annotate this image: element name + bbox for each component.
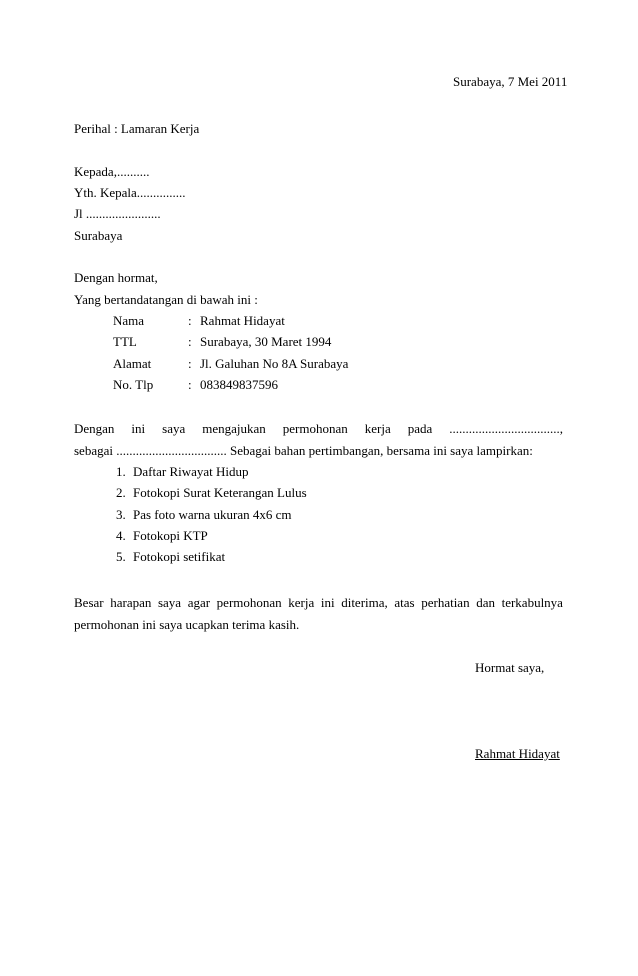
field-colon: : [188,377,192,392]
attachment-item [116,464,249,480]
recipient-line: Yth. Kepala............... [74,185,186,200]
word: mengajukan [202,421,266,436]
field-colon: : [188,356,192,371]
signature-name: Rahmat Hidayat [475,746,560,761]
field-value: 083849837596 [200,377,278,392]
field-value: Surabaya, 30 Maret 1994 [200,334,332,349]
attachment-text: Fotokopi Surat Keterangan Lulus [133,485,307,500]
attachment-number: 4. [116,528,126,543]
word: permohonan [282,421,348,436]
intro-line: Yang bertandatangan di bawah ini : [74,292,258,307]
greeting: Dengan hormat, [74,270,158,285]
field-value: Rahmat Hidayat [200,313,285,328]
attachment-item [116,528,208,544]
word: diterima, [341,595,388,610]
field-colon: : [188,334,192,349]
word: harapan [110,595,152,610]
word: ini [131,421,146,436]
attachment-text: Pas foto warna ukuran 4x6 cm [133,507,292,522]
word: perhatian [421,595,470,610]
word: Dengan [74,421,115,436]
word: permohonan [216,595,282,610]
closing-paragraph-line [74,595,563,611]
word: terkabulnya [501,595,563,610]
attachment-number: 2. [116,485,126,500]
attachment-item [116,549,225,565]
attachment-number: 1. [116,464,126,479]
closing-paragraph-line: permohonan ini saya ucapkan terima kasih. [74,617,300,632]
word: dan [476,595,495,610]
place-date: Surabaya, 7 Mei 2011 [453,74,568,89]
field-label: Nama [113,313,145,328]
attachment-text: Fotokopi KTP [133,528,208,543]
recipient-line: Surabaya [74,228,123,243]
field-label: No. Tlp [113,377,154,392]
attachment-item [116,507,292,523]
field-row [113,313,285,329]
field-row [113,377,278,393]
word: agar [187,595,211,610]
field-row [113,356,348,372]
word: kerja [364,421,391,436]
sign-off: Hormat saya, [475,660,545,675]
attachment-number: 5. [116,549,126,564]
field-value: Jl. Galuhan No 8A Surabaya [200,356,349,371]
body-paragraph-line [74,421,563,437]
word: saya [162,421,186,436]
recipient-line: Jl ....................... [74,206,161,221]
field-label: Alamat [113,356,152,371]
word: kerja [288,595,315,610]
attachment-text: Fotokopi setifikat [133,549,226,564]
word: atas [394,595,415,610]
field-label: TTL [113,334,137,349]
subject-line: Perihal : Lamaran Kerja [74,121,200,136]
attachment-number: 3. [116,507,126,522]
word: pada [407,421,433,436]
field-colon: : [188,313,192,328]
word: Besar [74,595,104,610]
attachment-text: Daftar Riwayat Hidup [133,464,249,479]
recipient-line: Kepada,.......... [74,164,150,179]
word: ini [320,595,335,610]
field-row [113,334,331,350]
word: saya [157,595,182,610]
body-paragraph-line: sebagai .................................. Sebagai bahan pertimbangan, bersama ini saya lampirkan: [74,443,533,458]
attachment-item [116,485,307,501]
word: .................................., [449,421,563,436]
